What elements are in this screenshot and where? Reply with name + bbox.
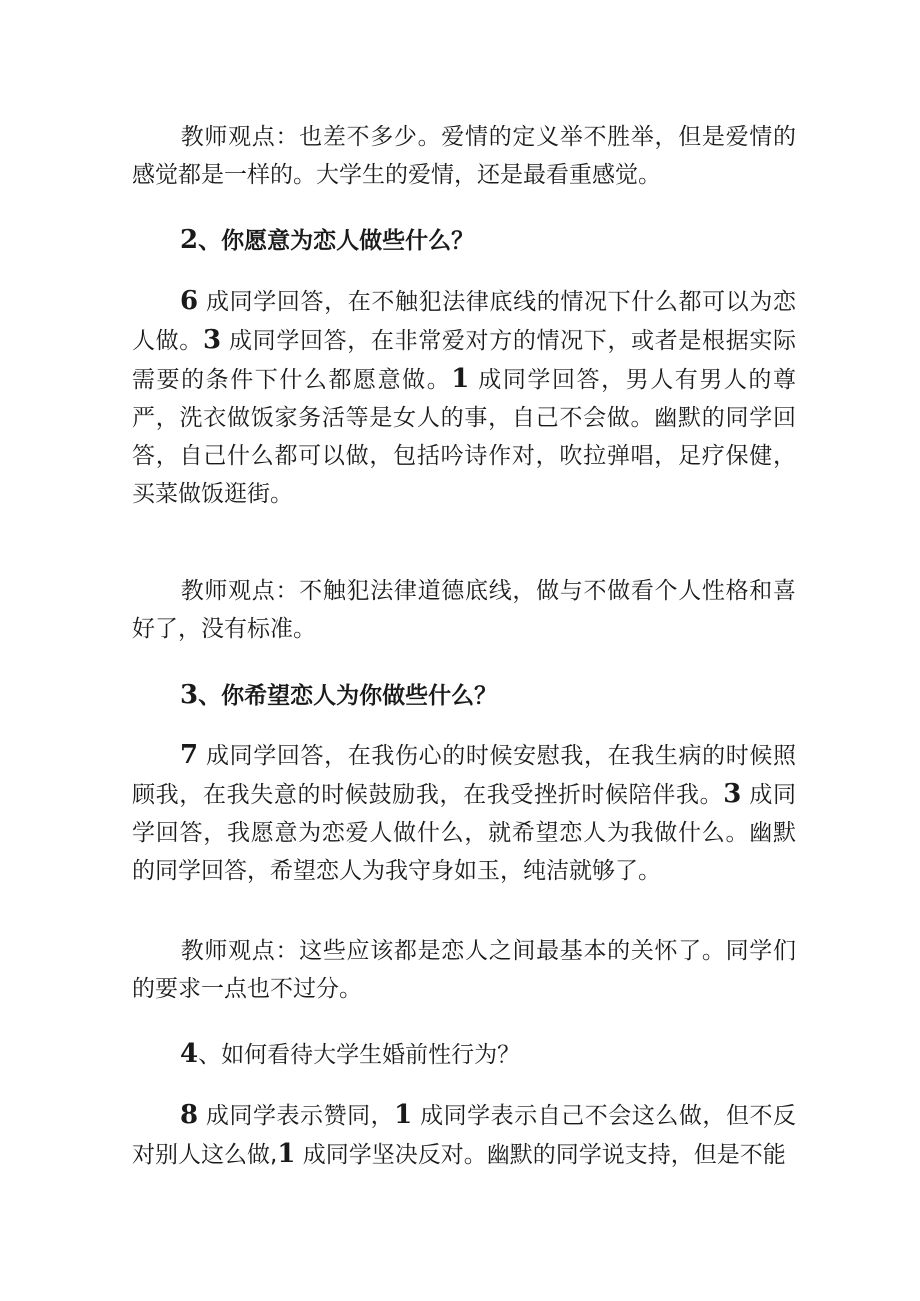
answer-2-stat-2: 3 xyxy=(202,325,222,355)
answer-4-text-1: 成同学表示赞同， xyxy=(198,1103,395,1129)
answer-2-text-2: 成同学回答，在非常爱对方的情况下，或者是根据实际需要的条件下什么都愿意做。 xyxy=(132,328,797,393)
answer-2-stat-1: 6 xyxy=(180,286,199,316)
question-2-text: 、你愿意为恋人做些什么？ xyxy=(198,228,475,254)
answer-2-text-3: 成同学回答，男人有男人的尊严，洗衣做饭家务活等是女人的事，自己不会做。幽默的同学回答，自己什么都可以做，包括吟诗作对，吹拉弹唱，足疗保健，买菜做饭逛街。 xyxy=(132,367,796,507)
teacher-view-3-text: 教师观点：这些应该都是恋人之间最基本的关怀了。同学们的要求一点也不过分。 xyxy=(132,938,796,1002)
answer-4-stat-3: 1 xyxy=(277,1139,296,1169)
answer-3-stat-1: 7 xyxy=(180,740,199,770)
teacher-view-1-text: 教师观点：也差不多少。爱情的定义举不胜举，但是爱情的感觉都是一样的。大学生的爱情，还是最看重感觉。 xyxy=(132,124,796,188)
question-4-heading xyxy=(180,1035,800,1074)
answer-3-paragraph xyxy=(132,736,796,890)
teacher-view-paragraph-2 xyxy=(132,572,796,648)
answer-4-text-3: 成同学坚决反对。幽默的同学说支持，但是不能 xyxy=(295,1142,786,1168)
question-3-number: 3 xyxy=(180,680,199,710)
answer-3-text-1: 成同学回答，在我伤心的时候安慰我，在我生病的时候照顾我，在我失意的时候鼓励我，在我受挫折时候陪伴我。 xyxy=(132,743,796,808)
answer-2-text-1: 成同学回答，在不触犯法律底线的情况下什么都可以为恋人做。 xyxy=(132,289,796,354)
question-3-heading xyxy=(180,676,800,715)
teacher-view-paragraph-3 xyxy=(132,932,796,1008)
question-3-text: 、你希望恋人为你做些什么？ xyxy=(198,683,498,709)
teacher-view-paragraph-1 xyxy=(132,118,796,194)
answer-2-paragraph xyxy=(132,282,796,513)
answer-2-stat-3: 1 xyxy=(451,364,470,394)
teacher-view-2-text: 教师观点：不触犯法律道德底线，做与不做看个人性格和喜好了，没有标准。 xyxy=(132,578,796,642)
question-4-number: 4 xyxy=(180,1039,199,1069)
answer-3-text-2: 成同学回答，我愿意为恋爱人做什么，就希望恋人为我做什么。幽默的同学回答，希望恋人为我守身如玉，纯洁就够了。 xyxy=(132,782,797,884)
answer-3-stat-2: 3 xyxy=(723,779,742,809)
answer-4-stat-1: 8 xyxy=(180,1100,199,1130)
answer-4-text-2: 成同学表示自己不会这么做，但不反对别人这么做, xyxy=(132,1103,797,1168)
answer-4-stat-2: 1 xyxy=(394,1100,413,1130)
answer-4-paragraph xyxy=(132,1096,796,1174)
question-2-heading xyxy=(180,221,800,260)
question-2-number: 2 xyxy=(180,225,199,255)
question-4-text: 、如何看待大学生婚前性行为？ xyxy=(198,1042,521,1068)
